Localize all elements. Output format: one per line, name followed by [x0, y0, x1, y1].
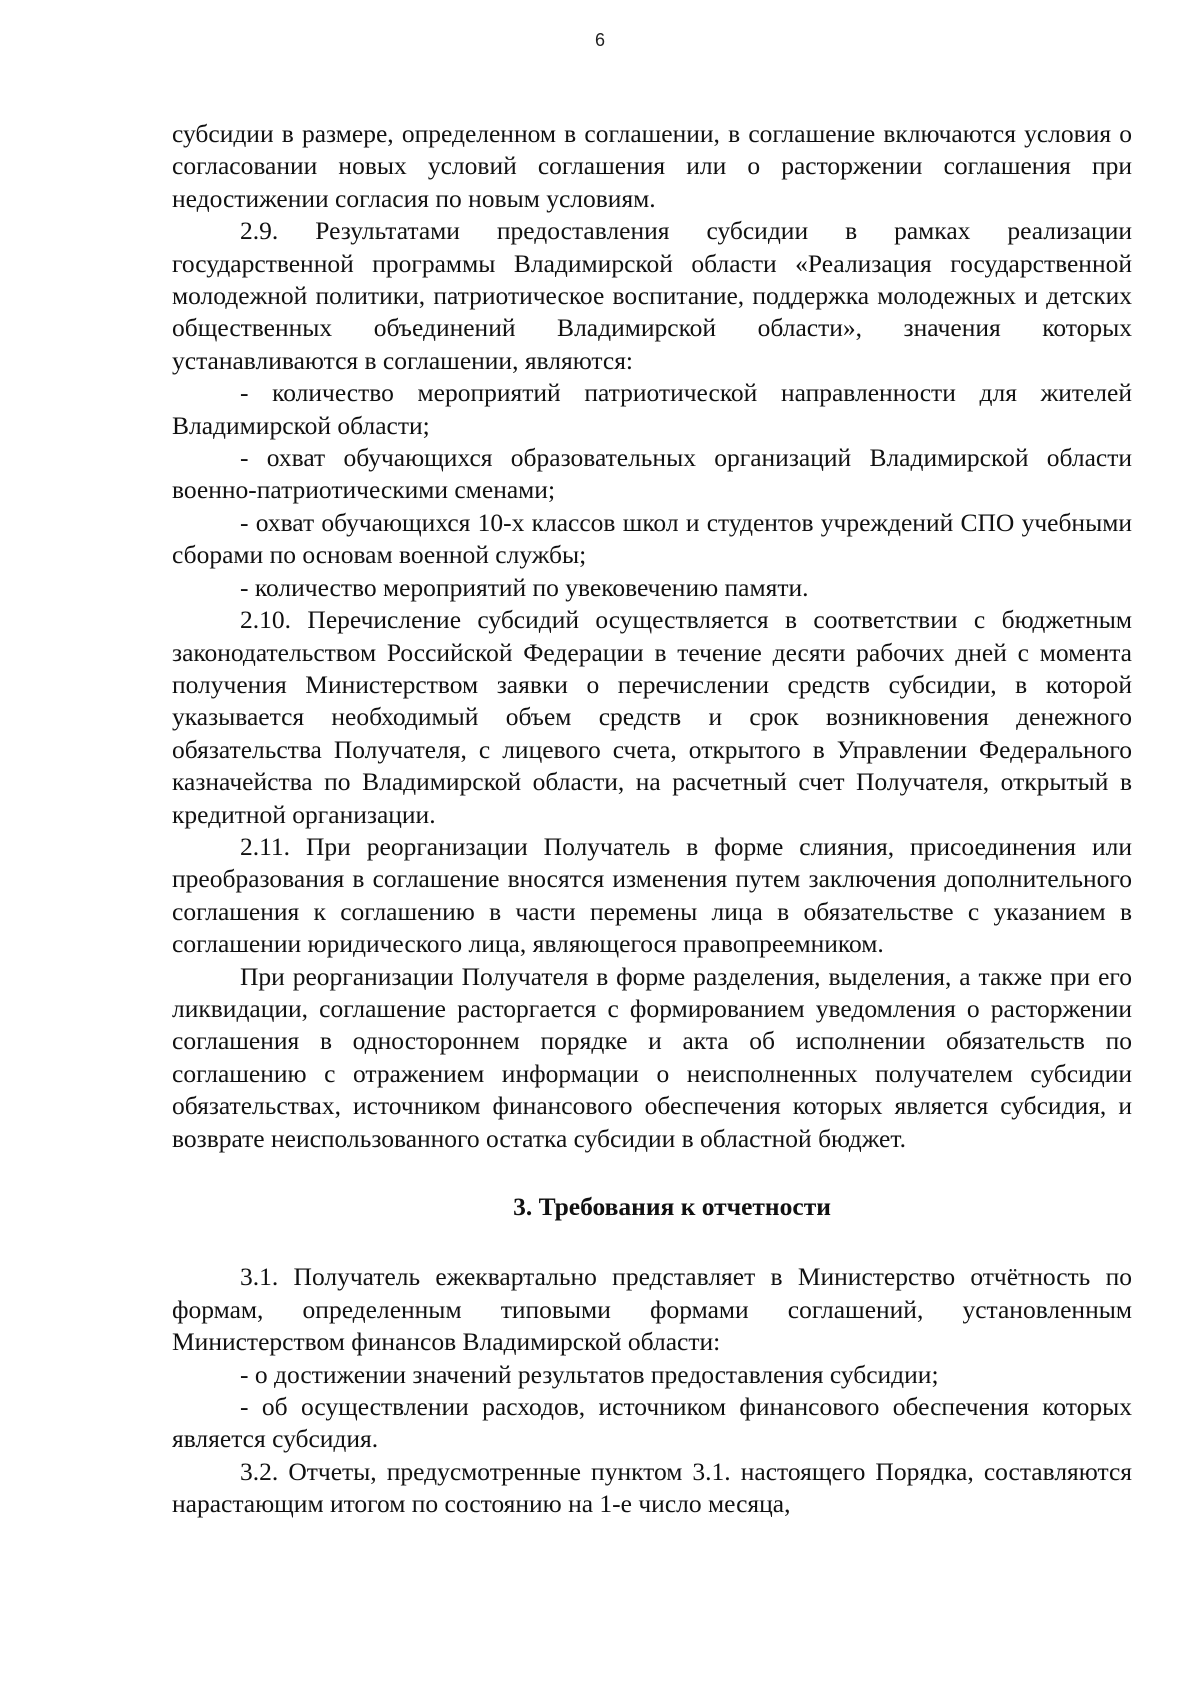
list-item: - количество мероприятий патриотической направленности для жителей Владимирской области;: [172, 378, 1132, 440]
paragraph-2-11: 2.11. При реорганизации Получатель в форме слияния, присоединения или преобразования в соглашение вносятся изменения путем заключения дополнительного соглашения к соглашению в части перемены лица в обязательстве с указанием в соглашении юридического лица, являющегося правопреемником.: [172, 831, 1132, 959]
list-item: - количество мероприятий по увековечению памяти.: [240, 572, 809, 602]
list-item: - охват обучающихся 10-х классов школ и студентов учреждений СПО учебными сборами по основам военной службы;: [172, 507, 1132, 570]
paragraph-3-2: 3.2. Отчеты, предусмотренные пунктом 3.1. настоящего Порядка, составляются нарастающим итогом по состоянию на 1-е число месяца,: [172, 1456, 1132, 1519]
section-title: 3. Требования к отчетности: [513, 1192, 831, 1221]
list-item: - об осуществлении расходов, источником финансового обеспечения которых является субсидия.: [172, 1392, 1132, 1454]
paragraph: субсидии в размере, определенном в соглашении, в соглашение включаются условия о согласовании новых условий соглашения или о расторжении соглашения при недостижении согласия по новым условиям.: [172, 119, 1132, 213]
paragraph-2-9: 2.9. Результатами предоставления субсидии в рамках реализации государственной программы Владимирской области «Реализация государственной молодежной политики, патриотическое воспитание, поддержка молодежных и детских общественных объединений Владимирской области», значения которых устанавливаются в соглашении, являются:: [172, 216, 1132, 375]
paragraph-2-10: 2.10. Перечисление субсидий осуществляется в соответствии с бюджетным законодательством Российской Федерации в течение десяти рабочих дней с момента получения Министерством заявки о перечислении средств субсидии, в которой указывается необходимый объем средств и срок возникновения денежного обязательства Получателя, с лицевого счета, открытого в Управлении Федерального казначейства по Владимирской области, на расчетный счет Получателя, открытый в кредитной организации.: [172, 605, 1132, 829]
paragraph: При реорганизации Получателя в форме разделения, выделения, а также при его ликвидации, соглашение расторгается с формированием уведомления о расторжении соглашения в одностороннем порядке и акта об исполнении обязательств по соглашению с отражением информации о неисполненных получателем субсидии обязательствах, источником финансового обеспечения которых является субсидия, и возврате неиспользованного остатка субсидии в областной бюджет.: [172, 961, 1132, 1153]
paragraph-3-1: 3.1. Получатель ежеквартально представляет в Министерство отчётность по формам, определенным типовыми формами соглашений, установленным Министерством финансов Владимирской области:: [172, 1262, 1132, 1357]
page-number: 6: [594, 30, 605, 50]
list-item: - охват обучающихся образовательных организаций Владимирской области военно-патриотическими сменами;: [172, 443, 1132, 505]
list-item: - о достижении значений результатов предоставления субсидии;: [240, 1359, 939, 1389]
document-body: [172, 118, 1132, 1521]
